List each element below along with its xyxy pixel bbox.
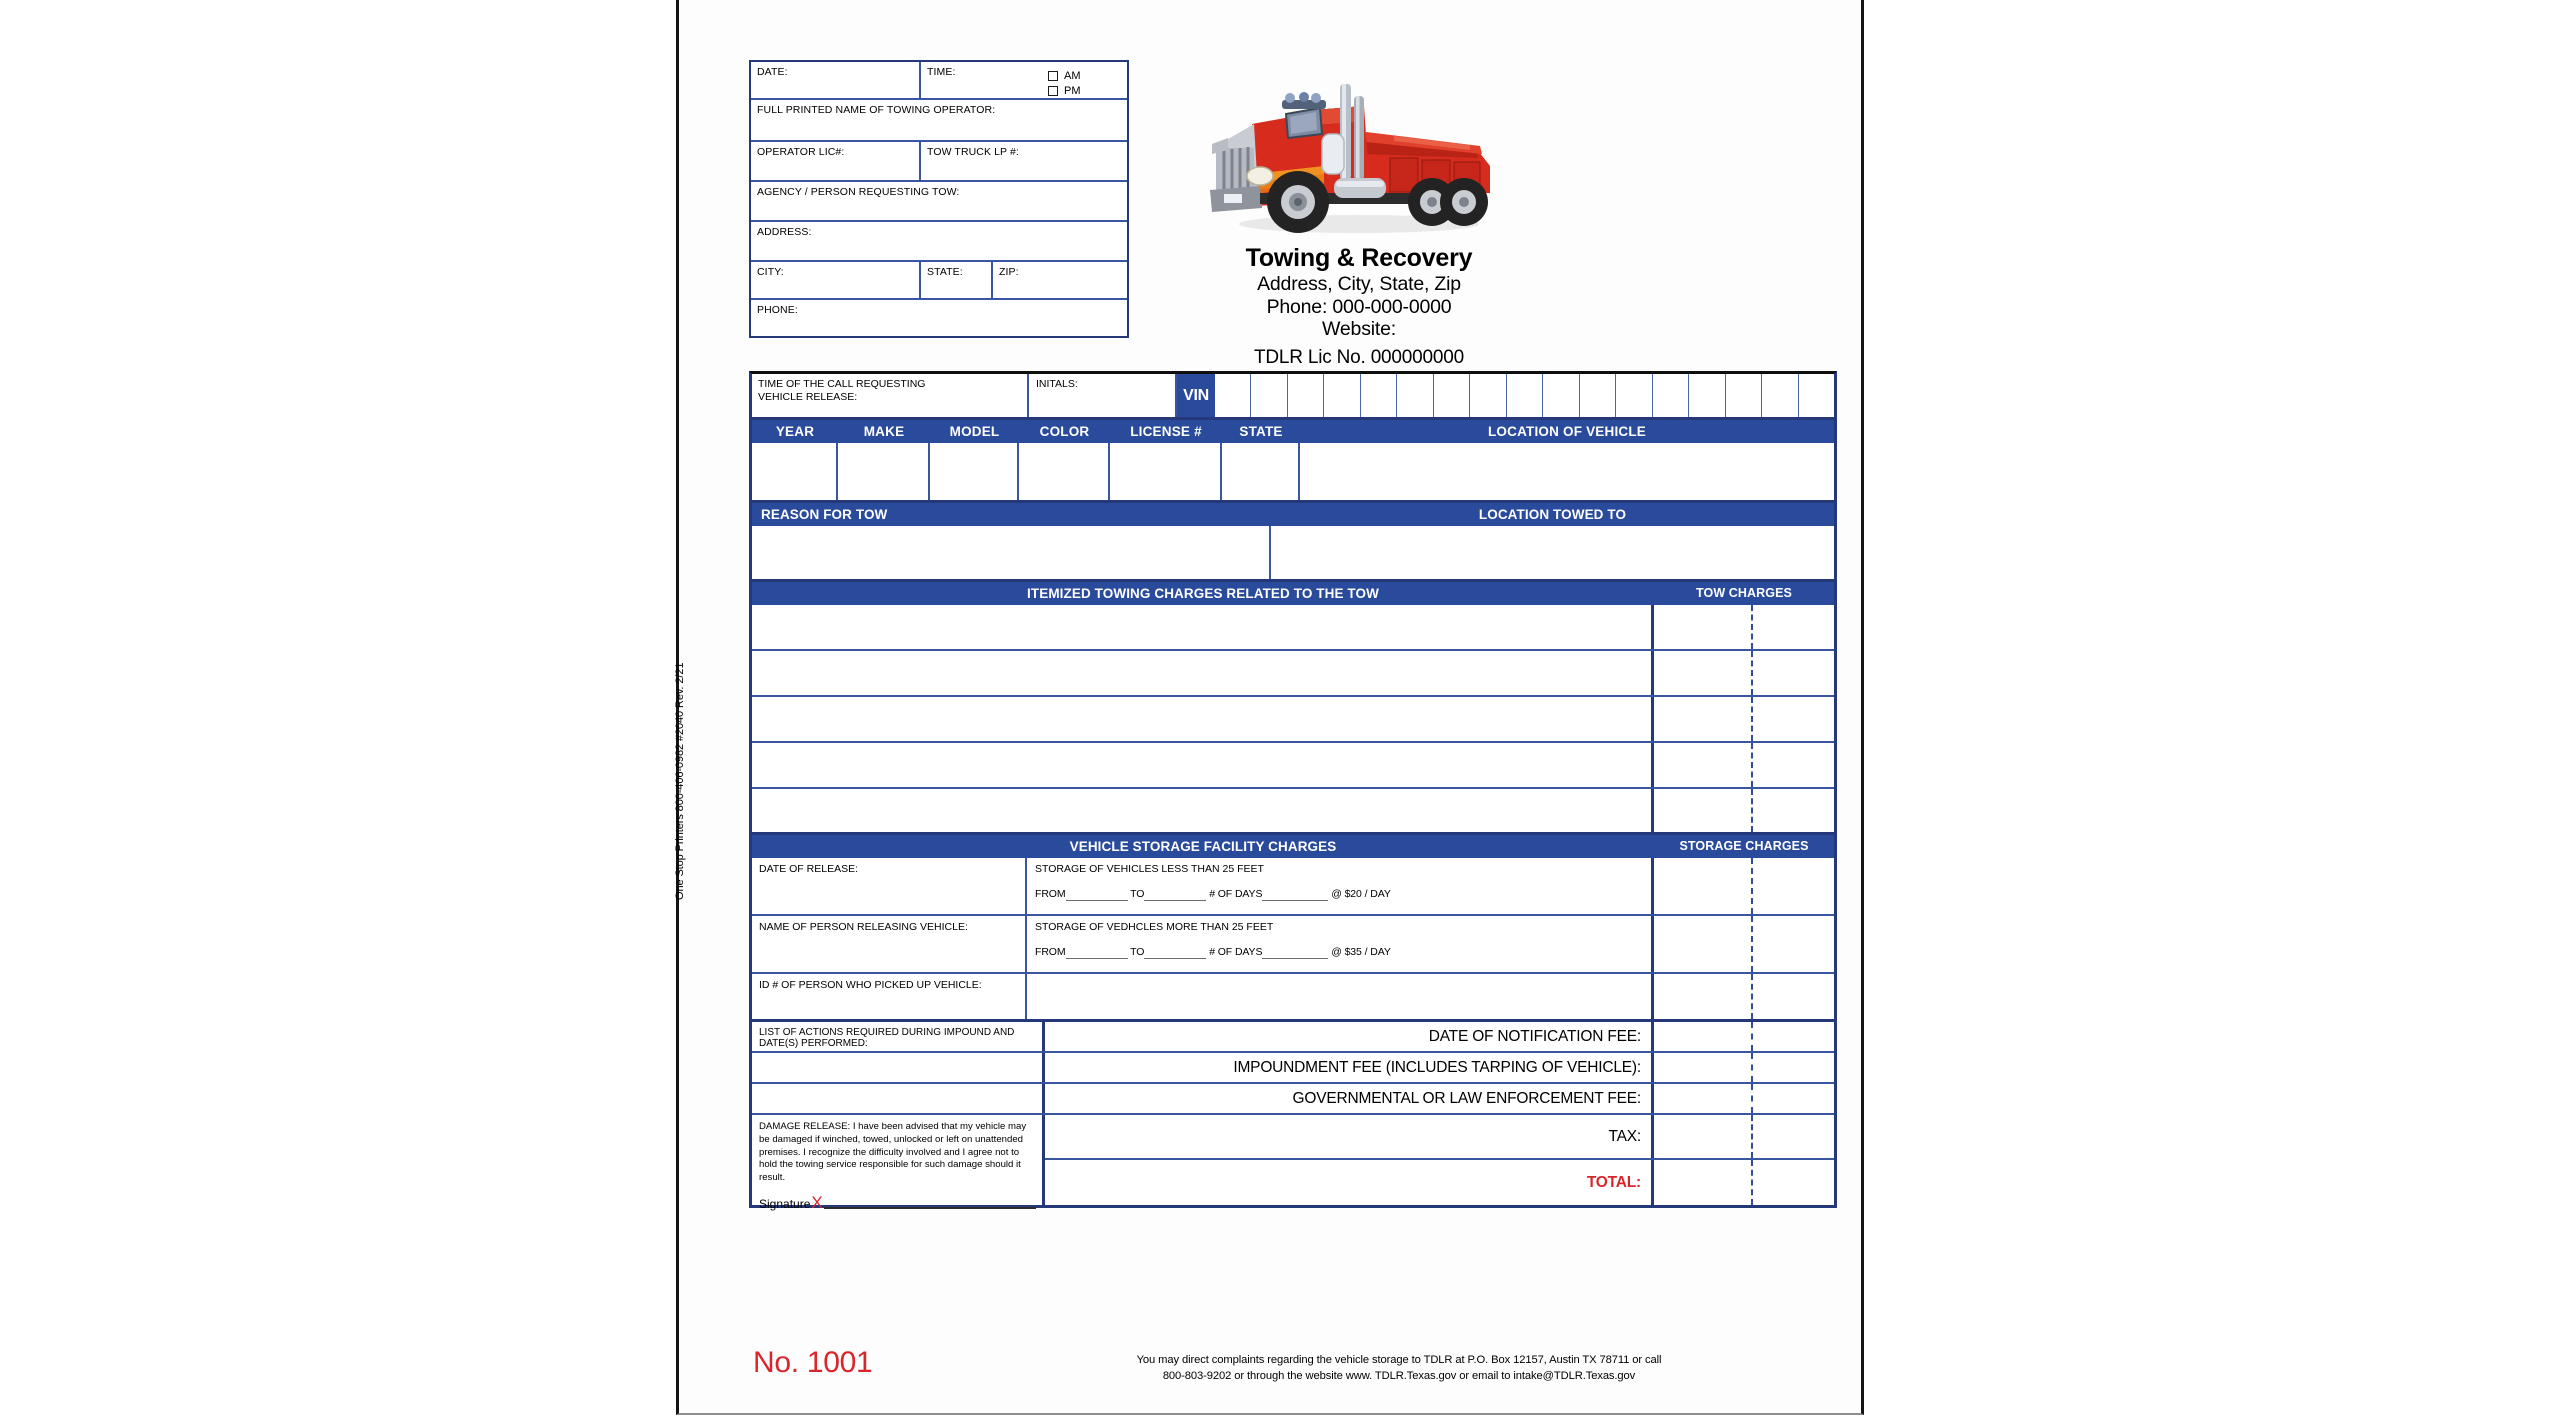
- time-of-call-label-line2: VEHICLE RELEASE:: [758, 391, 858, 404]
- state-field[interactable]: [919, 262, 991, 298]
- fee-row: [752, 1022, 1834, 1053]
- rate-label: @ $20 / DAY: [1331, 888, 1391, 900]
- fee-row-tax: [1045, 1115, 1834, 1160]
- storage-over-25-title: STORAGE OF VEDHCLES MORE THAN 25 FEET: [1035, 921, 1274, 933]
- date-time-row: [751, 62, 1127, 100]
- cents-divider: [1751, 789, 1753, 832]
- storage-charges-header: [752, 835, 1834, 858]
- tow-information-block: [749, 60, 1129, 338]
- cell-make[interactable]: [838, 443, 930, 500]
- itemized-description[interactable]: [752, 605, 1654, 649]
- location-towed-to-header: LOCATION TOWED TO: [1478, 506, 1627, 522]
- releasing-person-label: NAME OF PERSON RELEASING VEHICLE:: [759, 921, 968, 933]
- releasing-person-field[interactable]: [752, 916, 1027, 972]
- form-number: No. 1001: [753, 1346, 873, 1379]
- agency-field[interactable]: [751, 182, 1127, 220]
- vin-cell[interactable]: [1726, 374, 1762, 417]
- operator-name-label: FULL PRINTED NAME OF TOWING OPERATOR:: [757, 104, 996, 116]
- signature-line[interactable]: [759, 1192, 1036, 1212]
- address-field[interactable]: [751, 222, 1127, 260]
- company-tdlr-license: TDLR Lic No. 000000000: [1253, 346, 1464, 368]
- itemized-charges-header: [752, 582, 1834, 605]
- date-label: DATE:: [757, 66, 788, 78]
- rate-label: @ $35 / DAY: [1331, 946, 1391, 958]
- date-of-release-label: DATE OF RELEASE:: [759, 863, 858, 875]
- column-header-license: LICENSE #: [1130, 424, 1202, 439]
- am-checkbox-icon[interactable]: [1048, 71, 1058, 81]
- location-towed-to-field[interactable]: [1271, 526, 1834, 579]
- column-header-state: STATE: [1239, 424, 1283, 439]
- operator-name-row: [751, 100, 1127, 142]
- storage-header-label: VEHICLE STORAGE FACILITY CHARGES: [1069, 838, 1337, 854]
- fee-row: [752, 1084, 1834, 1115]
- impound-actions-field[interactable]: [752, 1022, 1045, 1051]
- vin-cell[interactable]: [1762, 374, 1798, 417]
- cents-divider: [1751, 858, 1753, 914]
- fee-label-notification: DATE OF NOTIFICATION FEE:: [1045, 1022, 1654, 1051]
- storage-amount[interactable]: [1654, 974, 1834, 1019]
- damage-release-and-totals: [752, 1115, 1834, 1212]
- cell-state[interactable]: [1222, 443, 1300, 500]
- storage-over-25-field[interactable]: [1027, 916, 1654, 972]
- cents-divider: [1751, 1115, 1753, 1158]
- cents-divider: [1751, 916, 1753, 972]
- column-header-color: COLOR: [1039, 424, 1090, 439]
- time-of-call-field[interactable]: [752, 374, 1029, 417]
- itemized-description[interactable]: [752, 697, 1654, 741]
- complaint-line-2: 800-803-9202 or through the website www. TDLR.Texas.gov or email to intake@TDLR.Texas.gov: [1162, 1370, 1636, 1383]
- fee-row: [752, 1053, 1834, 1084]
- vin-cell[interactable]: [1288, 374, 1324, 417]
- vin-row: [752, 374, 1834, 420]
- pm-option[interactable]: [1048, 85, 1122, 97]
- phone-row: [751, 300, 1127, 338]
- itemized-row: [752, 789, 1834, 835]
- vin-cell[interactable]: [1543, 374, 1579, 417]
- reason-for-tow-header: REASON FOR TOW: [761, 506, 888, 522]
- itemized-header-label: ITEMIZED TOWING CHARGES RELATED TO THE TOW: [1027, 585, 1379, 601]
- days-label: # OF DAYS: [1209, 946, 1263, 958]
- vin-cell[interactable]: [1470, 374, 1506, 417]
- time-of-call-label-line1: TIME OF THE CALL REQUESTING: [758, 378, 926, 390]
- state-label: STATE:: [927, 266, 963, 278]
- phone-label: PHONE:: [757, 304, 798, 316]
- reason-location-header: [752, 503, 1834, 526]
- city-state-zip-row: [751, 262, 1127, 300]
- storage-row: [752, 974, 1834, 1022]
- fee-label-total: TOTAL:: [1045, 1160, 1654, 1205]
- storage-charges-amount-header: STORAGE CHARGES: [1679, 839, 1809, 853]
- agency-label: AGENCY / PERSON REQUESTING TOW:: [757, 186, 960, 198]
- reason-location-row: [752, 526, 1834, 582]
- am-label: AM: [1064, 70, 1081, 82]
- cell-location[interactable]: [1300, 443, 1834, 500]
- vin-cell[interactable]: [1689, 374, 1725, 417]
- damage-release-text: DAMAGE RELEASE: I have been advised that my vehicle may be damaged if winched, towed, unlocked or left on unattended premises. I recognize the difficulty involved and I agree not to hold the towing service responsible for such damage should it result.: [759, 1121, 1027, 1183]
- reason-for-tow-field[interactable]: [752, 526, 1271, 579]
- storage-row: [752, 916, 1834, 974]
- storage-under-25-title: STORAGE OF VEHICLES LESS THAN 25 FEET: [1035, 863, 1264, 875]
- time-field[interactable]: [919, 62, 1127, 98]
- cents-divider: [1751, 1084, 1753, 1113]
- cents-divider: [1751, 605, 1753, 649]
- itemized-amount[interactable]: [1654, 651, 1834, 695]
- cell-year[interactable]: [752, 443, 838, 500]
- vin-label: VIN: [1177, 374, 1215, 417]
- impound-actions-label: LIST OF ACTIONS REQUIRED DURING IMPOUND AND DATE(S) PERFORMED:: [759, 1027, 1015, 1049]
- storage-amount[interactable]: [1654, 858, 1834, 914]
- address-label: ADDRESS:: [757, 226, 812, 238]
- days-label: # OF DAYS: [1209, 888, 1263, 900]
- damage-release-block: [752, 1115, 1045, 1212]
- city-field[interactable]: [751, 262, 919, 298]
- initials-field[interactable]: [1029, 374, 1177, 417]
- date-field[interactable]: [751, 62, 919, 98]
- storage-amount[interactable]: [1654, 916, 1834, 972]
- column-header-year: YEAR: [775, 424, 815, 439]
- vin-cell[interactable]: [1397, 374, 1433, 417]
- storage-under-25-field[interactable]: [1027, 858, 1654, 914]
- operator-lic-field[interactable]: [751, 142, 919, 180]
- itemized-row: [752, 743, 1834, 789]
- signature-x-marker: X: [811, 1192, 823, 1212]
- storage-over-25-detail: [1035, 946, 1651, 959]
- storage-extra-field[interactable]: [1027, 974, 1654, 1019]
- itemized-description[interactable]: [752, 651, 1654, 695]
- vin-entry-boxes[interactable]: [1215, 374, 1834, 417]
- pickup-person-id-field[interactable]: [752, 974, 1027, 1019]
- tax-total-column: [1045, 1115, 1834, 1205]
- company-header: [1159, 52, 1559, 369]
- vin-cell[interactable]: [1580, 374, 1616, 417]
- cents-divider: [1751, 651, 1753, 695]
- address-row: [751, 222, 1127, 262]
- tow-ticket-paper: [676, 0, 1864, 1415]
- vehicle-table-row: [752, 443, 1834, 503]
- fee-row-total: [1045, 1160, 1834, 1205]
- complaint-line-1: You may direct complaints regarding the vehicle storage to TDLR at P.O. Box 12157, Austin TX 78711 or call: [1136, 1354, 1662, 1366]
- date-of-release-field[interactable]: [752, 858, 1027, 914]
- column-header-model: MODEL: [949, 424, 1000, 439]
- vin-cell[interactable]: [1361, 374, 1397, 417]
- pm-label: PM: [1064, 85, 1081, 97]
- cents-divider: [1751, 1053, 1753, 1082]
- operator-lic-label: OPERATOR LIC#:: [757, 146, 845, 158]
- company-name: Towing & Recovery: [1245, 244, 1473, 272]
- am-option[interactable]: [1048, 70, 1122, 82]
- cell-license[interactable]: [1110, 443, 1222, 500]
- itemized-description[interactable]: [752, 789, 1654, 832]
- vehicle-table-header: [752, 420, 1834, 443]
- agency-row: [751, 182, 1127, 222]
- tdlr-complaint-notice: [1009, 1352, 1789, 1384]
- tow-truck-lp-label: TOW TRUCK LP #:: [927, 146, 1019, 158]
- from-label: FROM: [1035, 888, 1066, 900]
- itemized-amount[interactable]: [1654, 697, 1834, 741]
- vin-cell[interactable]: [1324, 374, 1360, 417]
- from-label: FROM: [1035, 946, 1066, 958]
- fee-amount-notification[interactable]: [1654, 1022, 1834, 1051]
- column-header-location: LOCATION OF VEHICLE: [1487, 424, 1647, 439]
- zip-field[interactable]: [991, 262, 1127, 298]
- vin-cell[interactable]: [1799, 374, 1834, 417]
- pm-checkbox-icon[interactable]: [1048, 86, 1058, 96]
- cents-divider: [1751, 697, 1753, 741]
- zip-label: ZIP:: [999, 266, 1019, 278]
- time-label: TIME:: [927, 66, 956, 78]
- pickup-person-id-label: ID # OF PERSON WHO PICKED UP VEHICLE:: [759, 979, 982, 991]
- fee-label-governmental: GOVERNMENTAL OR LAW ENFORCEMENT FEE:: [1045, 1084, 1654, 1113]
- signature-label: Signature: [759, 1196, 811, 1211]
- column-header-make: MAKE: [863, 424, 905, 439]
- to-label: TO: [1130, 946, 1145, 958]
- itemized-amount[interactable]: [1654, 789, 1834, 832]
- cents-divider: [1751, 1160, 1753, 1205]
- storage-row: [752, 858, 1834, 916]
- storage-under-25-detail: [1035, 888, 1651, 901]
- itemized-row: [752, 605, 1834, 651]
- cents-divider: [1751, 1022, 1753, 1051]
- itemized-amount[interactable]: [1654, 605, 1834, 649]
- am-pm-group: [1048, 66, 1122, 97]
- vin-cell[interactable]: [1251, 374, 1287, 417]
- fee-label-impoundment: IMPOUNDMENT FEE (INCLUDES TARPING OF VEHICLE):: [1045, 1053, 1654, 1082]
- operator-name-field[interactable]: [751, 100, 1127, 140]
- company-website: Website:: [1322, 318, 1396, 341]
- itemized-description[interactable]: [752, 743, 1654, 787]
- impound-actions-continuation[interactable]: [752, 1053, 1045, 1082]
- cell-color[interactable]: [1019, 443, 1110, 500]
- fee-amount-tax[interactable]: [1654, 1115, 1834, 1158]
- fee-amount-total[interactable]: [1654, 1160, 1834, 1205]
- itemized-row: [752, 651, 1834, 697]
- company-phone: Phone: 000-000-0000: [1266, 295, 1452, 318]
- cents-divider: [1751, 743, 1753, 787]
- vin-cell[interactable]: [1507, 374, 1543, 417]
- fee-label-tax: TAX:: [1045, 1115, 1654, 1158]
- to-label: TO: [1130, 888, 1145, 900]
- vin-cell[interactable]: [1616, 374, 1652, 417]
- initials-label: INITALS:: [1036, 378, 1078, 390]
- cents-divider: [1751, 974, 1753, 1019]
- phone-field[interactable]: [751, 300, 1127, 336]
- company-address: Address, City, State, Zip: [1257, 273, 1461, 295]
- vin-cell[interactable]: [1215, 374, 1251, 417]
- cell-model[interactable]: [930, 443, 1019, 500]
- itemized-row: [752, 697, 1834, 743]
- city-label: CITY:: [757, 266, 784, 278]
- tow-ticket-main-grid: [749, 371, 1837, 1212]
- operator-license-row: [751, 142, 1127, 182]
- vin-cell[interactable]: [1653, 374, 1689, 417]
- tow-charges-header: TOW CHARGES: [1695, 586, 1792, 600]
- tow-truck-icon: [1159, 52, 1559, 242]
- signature-rule[interactable]: [824, 1207, 1036, 1209]
- fee-amount-governmental[interactable]: [1654, 1084, 1834, 1113]
- fee-amount-impoundment[interactable]: [1654, 1053, 1834, 1082]
- tow-truck-lp-field[interactable]: [919, 142, 1127, 180]
- vin-cell[interactable]: [1434, 374, 1470, 417]
- impound-actions-continuation[interactable]: [752, 1084, 1045, 1113]
- printer-credit-label: One Stop Printers 800-406-0982 #2040 Rev. 2/21: [674, 662, 686, 900]
- itemized-amount[interactable]: [1654, 743, 1834, 787]
